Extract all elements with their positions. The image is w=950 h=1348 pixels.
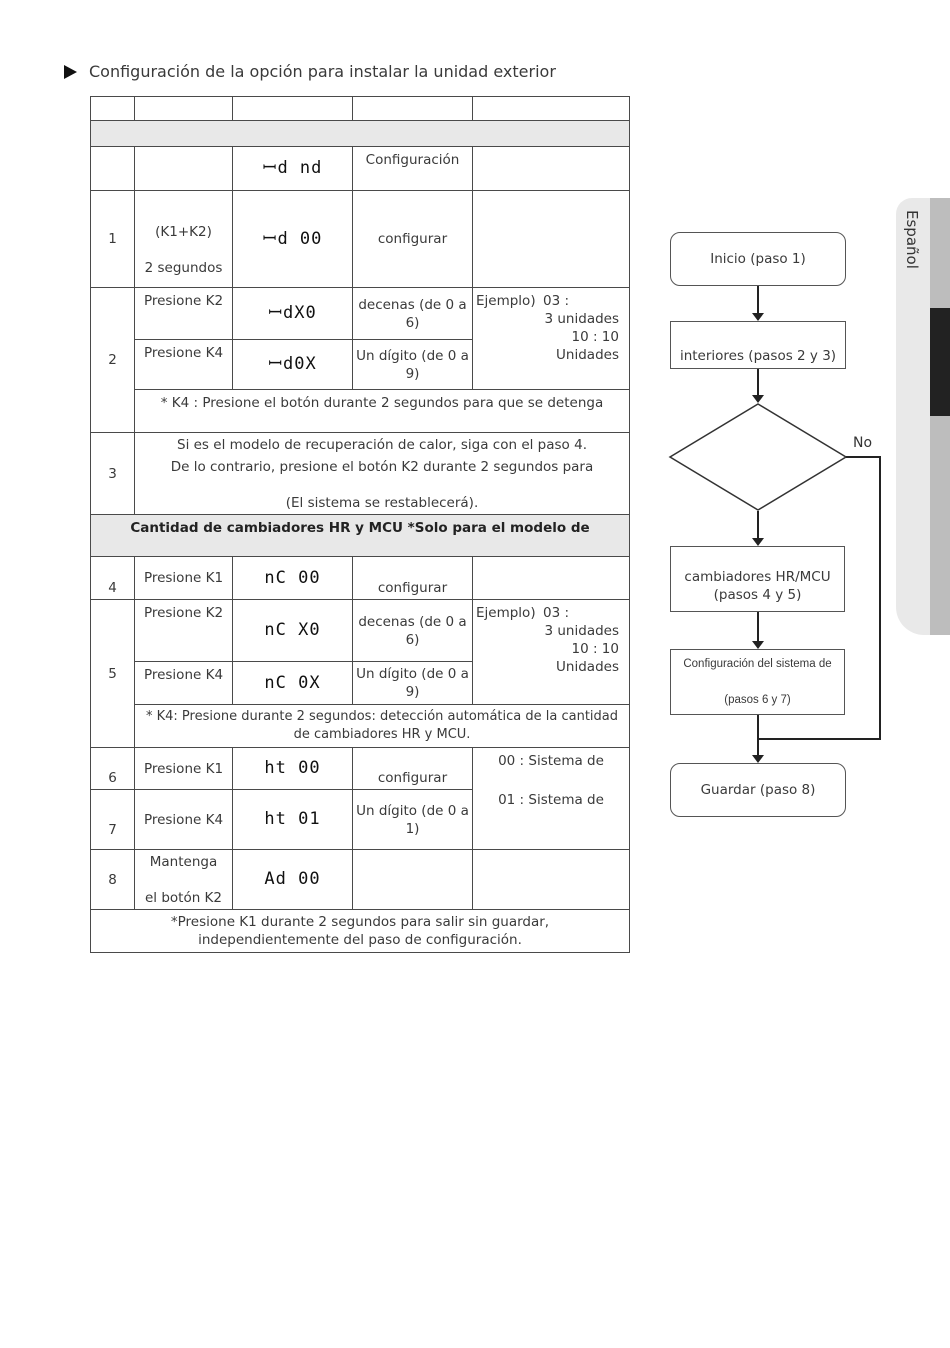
flow-arrow bbox=[757, 715, 759, 756]
lcd-display: ꟷd nd bbox=[262, 158, 323, 178]
lcd-display: ꟷdX0 bbox=[268, 303, 317, 323]
lcd-display: Ad 00 bbox=[264, 869, 321, 889]
example-code: 03 : bbox=[543, 293, 570, 309]
text-line: (El sistema se restablecerá). bbox=[285, 495, 479, 511]
flow-step6-box bbox=[670, 649, 845, 715]
note-line: de cambiadores HR y MCU. bbox=[293, 727, 471, 742]
step-number: 2 bbox=[91, 288, 135, 433]
text-line: De lo contrario, presione el botón K2 durante 2 segundos para bbox=[170, 459, 594, 475]
flow-arrow bbox=[757, 286, 759, 314]
example-code: 03 : bbox=[543, 605, 570, 621]
side-tab-bar bbox=[930, 416, 950, 635]
text-line: Si es el modelo de recuperación de calor, siga con el paso 4. bbox=[177, 437, 587, 453]
footer-line: independientemente del paso de configuración. bbox=[198, 932, 522, 948]
flow-save-box bbox=[670, 763, 846, 817]
example-line: 10 : 10 bbox=[571, 641, 619, 657]
desc-cell: Un dígito (de 0 a 9) bbox=[353, 340, 473, 390]
flow-step2-label: interiores (pasos 2 y 3) bbox=[679, 348, 837, 364]
flow-start-label: Inicio (paso 1) bbox=[710, 251, 806, 267]
example-label: Ejemplo) bbox=[476, 293, 536, 309]
desc-cell: Un dígito (de 0 a 1) bbox=[353, 790, 473, 850]
flow-step4-box bbox=[670, 546, 845, 612]
action-cell: Presione K2 bbox=[135, 288, 233, 340]
flow-decision-diamond bbox=[668, 403, 848, 511]
action-cell: Presione K1 bbox=[135, 557, 233, 600]
step-number: 5 bbox=[91, 600, 135, 748]
example-label: Ejemplo) bbox=[476, 605, 536, 621]
action-cell: Presione K2 bbox=[135, 600, 233, 662]
flow-arrow bbox=[757, 612, 759, 642]
desc-cell: Configuración bbox=[353, 147, 473, 191]
action-cell: Presione K4 bbox=[135, 340, 233, 390]
side-tab-bar bbox=[930, 198, 950, 308]
lcd-display: ꟷd0X bbox=[268, 354, 317, 374]
example-line: Unidades bbox=[556, 347, 619, 363]
step-number: 4 bbox=[91, 557, 135, 600]
lcd-display: ht 00 bbox=[264, 758, 321, 778]
note-line: 00 : Sistema de bbox=[498, 753, 604, 769]
section-title: Cantidad de cambiadores HR y MCU *Solo para el modelo de bbox=[91, 515, 630, 557]
table-row bbox=[91, 748, 630, 790]
step-number: 6 bbox=[91, 748, 135, 790]
flow-arrowhead bbox=[752, 538, 764, 546]
table-row bbox=[91, 557, 630, 600]
step-number: 8 bbox=[91, 850, 135, 910]
table-row bbox=[91, 850, 630, 910]
footer-line: *Presione K1 durante 2 segundos para salir sin guardar, bbox=[170, 914, 550, 930]
table-row bbox=[91, 433, 630, 515]
action-line: 2 segundos bbox=[144, 260, 223, 276]
lcd-display: nC 00 bbox=[264, 567, 321, 588]
action-cell: Presione K4 bbox=[135, 662, 233, 705]
example-line: 3 unidades bbox=[544, 311, 619, 327]
table-row bbox=[91, 191, 630, 288]
note-cell bbox=[135, 705, 630, 748]
note-cell: * K4 : Presione el botón durante 2 segundos para que se detenga bbox=[135, 390, 630, 433]
lcd-display: nC X0 bbox=[264, 620, 321, 640]
example-cell bbox=[473, 288, 630, 390]
table-footer-row bbox=[91, 910, 630, 953]
side-tab-bar-active bbox=[930, 308, 950, 416]
note-line: 01 : Sistema de bbox=[498, 792, 604, 808]
example-values bbox=[545, 622, 620, 676]
table-row bbox=[91, 705, 630, 748]
lcd-display: ꟷd 00 bbox=[262, 228, 323, 249]
side-tab-label: Español bbox=[903, 210, 921, 269]
action-line: el botón K2 bbox=[144, 890, 223, 906]
table-header-row bbox=[91, 97, 630, 121]
flow-no-line bbox=[757, 738, 881, 740]
flow-arrowhead bbox=[752, 755, 764, 763]
flow-no-label: No bbox=[853, 435, 873, 451]
flow-save-label: Guardar (paso 8) bbox=[700, 782, 816, 798]
flow-step2-box bbox=[670, 321, 846, 369]
note-line: * K4: Presione durante 2 segundos: detección automática de la cantidad bbox=[145, 709, 619, 724]
flow-arrowhead bbox=[752, 313, 764, 321]
table-row bbox=[91, 147, 630, 191]
table-row bbox=[91, 288, 630, 340]
action-cell bbox=[135, 191, 233, 288]
section-heading bbox=[64, 62, 556, 81]
example-cell bbox=[473, 600, 630, 705]
flow-start-box bbox=[670, 232, 846, 286]
flow-step4-label: (pasos 4 y 5) bbox=[713, 587, 802, 603]
flow-arrowhead bbox=[752, 395, 764, 403]
desc-cell: decenas (de 0 a 6) bbox=[353, 288, 473, 340]
step-number: 3 bbox=[91, 433, 135, 515]
footer-cell bbox=[91, 910, 630, 953]
config-table bbox=[90, 96, 630, 953]
heading-text: Configuración de la opción para instalar la unidad exterior bbox=[89, 62, 556, 81]
action-line: Mantenga bbox=[149, 854, 218, 870]
flow-step6-label: (pasos 6 y 7) bbox=[724, 694, 791, 706]
note-cell bbox=[473, 748, 630, 850]
table-section-row bbox=[91, 121, 630, 147]
lcd-display: nC 0X bbox=[264, 672, 321, 693]
action-line: (K1+K2) bbox=[155, 224, 212, 240]
step-number: 7 bbox=[91, 790, 135, 850]
action-cell: Presione K4 bbox=[135, 790, 233, 850]
desc-cell: configurar bbox=[353, 191, 473, 288]
example-line: Unidades bbox=[556, 659, 619, 675]
flow-no-line bbox=[846, 456, 881, 458]
flow-no-line bbox=[879, 456, 881, 740]
flow-arrow bbox=[757, 511, 759, 539]
desc-cell: configurar bbox=[353, 748, 473, 790]
action-cell: Presione K1 bbox=[135, 748, 233, 790]
desc-cell: Un dígito (de 0 a 9) bbox=[353, 662, 473, 705]
desc-cell: decenas (de 0 a 6) bbox=[353, 600, 473, 662]
text-cell bbox=[135, 433, 630, 515]
flow-step6-label: Configuración del sistema de bbox=[683, 658, 832, 670]
desc-cell: configurar bbox=[353, 557, 473, 600]
flow-arrow bbox=[757, 369, 759, 396]
triangle-bullet-icon bbox=[64, 65, 77, 79]
flow-step4-label: cambiadores HR/MCU bbox=[684, 569, 831, 585]
example-line: 10 : 10 bbox=[571, 329, 619, 345]
table-section-row bbox=[91, 515, 630, 557]
table-row bbox=[91, 390, 630, 433]
example-values bbox=[545, 310, 620, 364]
flow-arrowhead bbox=[752, 641, 764, 649]
action-cell bbox=[135, 850, 233, 910]
lcd-display: ht 01 bbox=[264, 809, 321, 829]
example-line: 3 unidades bbox=[544, 623, 619, 639]
table-row bbox=[91, 600, 630, 662]
step-number: 1 bbox=[91, 191, 135, 288]
